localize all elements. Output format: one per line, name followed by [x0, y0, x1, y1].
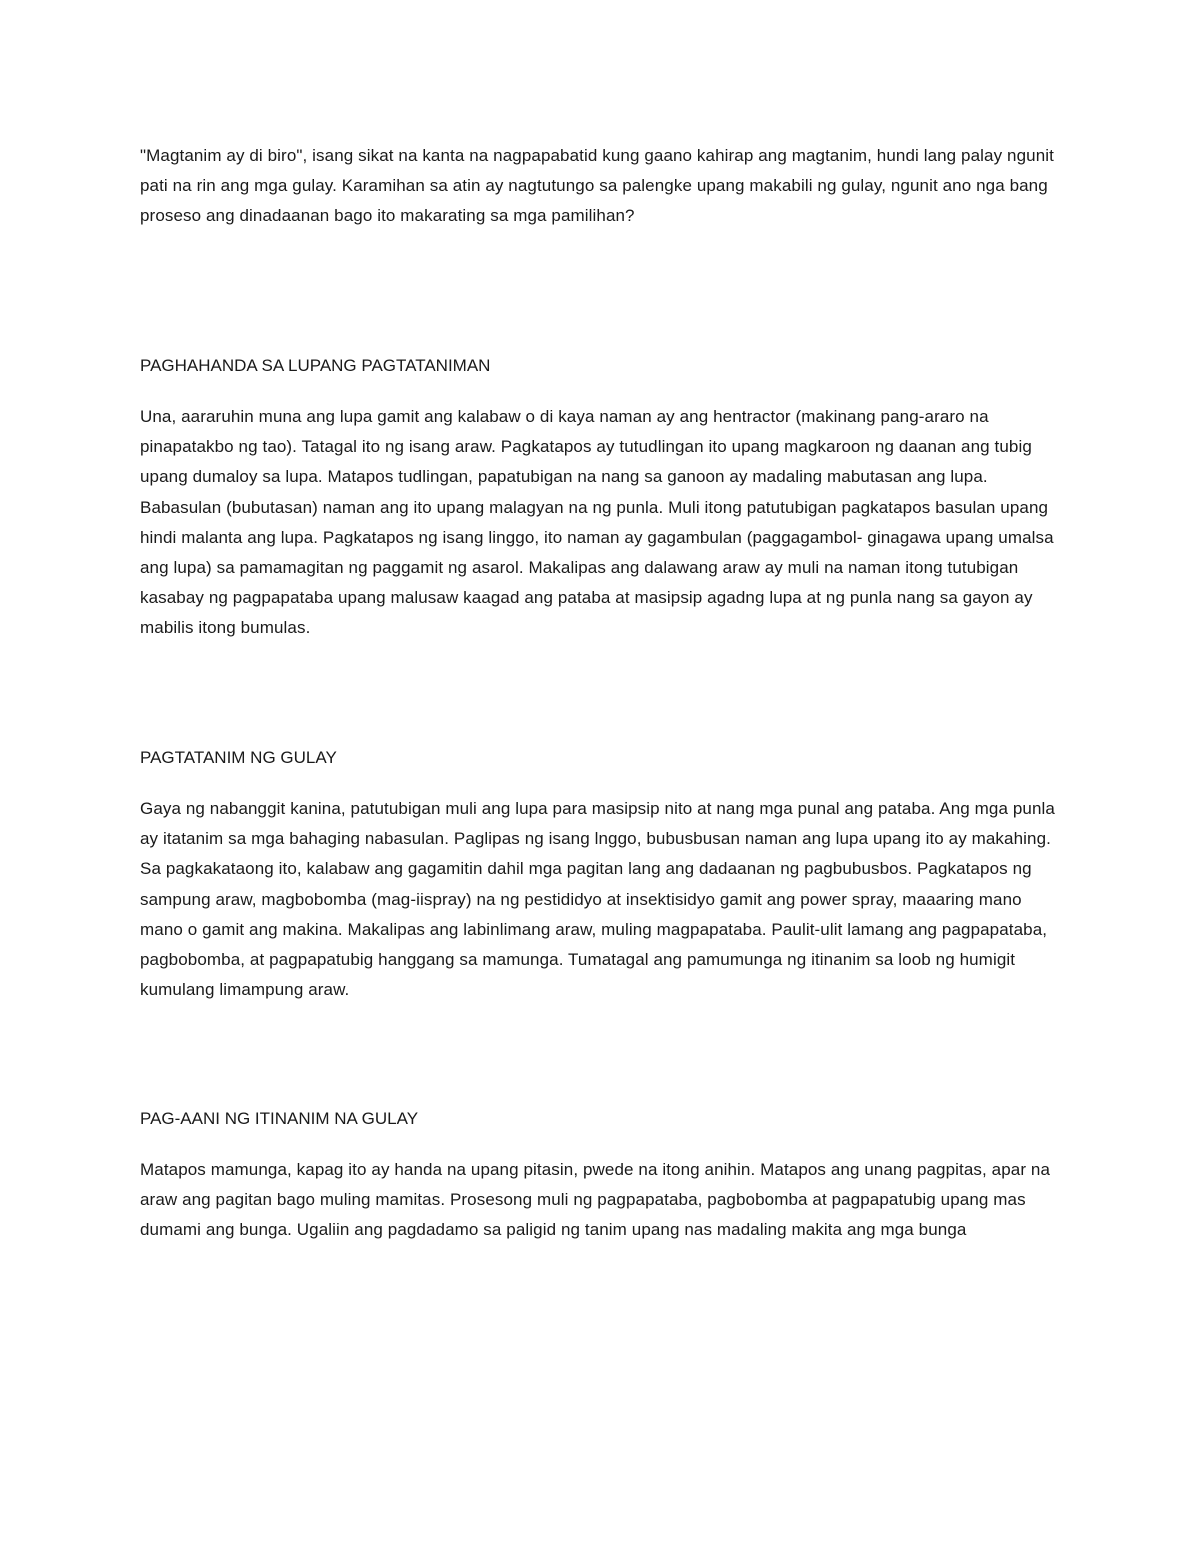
section-heading-pagtatanim: PAGTATANIM NG GULAY	[140, 748, 337, 767]
section-body-paghahanda: Una, aararuhin muna ang lupa gamit ang kalabaw o di kaya naman ay ang hentractor (makinang pang-araro na pinapatakbo ng tao). Tatagal ito ng isang araw. Pagkatapos ay tutudlingan ito upang magkaroon ng daanan ang tubig upang dumaloy sa lupa. Matapos tudlingan, papatubigan na nang sa ganoon ay madaling mabutasan ang lupa. Babasulan (bubutasan) naman ang ito upang malagyan na ng punla. Muli itong patutubigan pagkatapos basulan upang hindi malanta ang lupa. Pagkatapos ng isang linggo, ito naman ay gagambulan (paggagambol- ginagawa upang umalsa ang lupa) sa pamamagitan ng paggamit ng asarol. Makalipas ang dalawang araw ay muli na naman itong tutubigan kasabay ng pagpapataba upang malusaw kaagad ang pataba at masipsip agadng lupa at ng punla nang sa gayon ay mabilis itong bumulas.	[140, 407, 1054, 638]
section-body-pagtatanim: Gaya ng nabanggit kanina, patutubigan muli ang lupa para masipsip nito at nang mga punal ang pataba. Ang mga punla ay itatanim sa mga bahaging nabasulan. Paglipas ng isang lnggo, bubusbusan naman ang lupa upang ito ay makahing. Sa pagkakataong ito, kalabaw ang gagamitin dahil mga pagitan lang ang dadaanan ng pagbubusbos. Pagkatapos ng sampung araw, magbobomba (mag-iispray) na ng pestididyo at insektisidyo gamit ang power spray, maaaring mano mano o gamit ang makina. Makalipas ang labinlimang araw, muling magpapataba. Paulit-ulit lamang ang pagpapataba, pagbobomba, at pagpapatubig hanggang sa mamunga. Tumatagal ang pamumunga ng itinanim sa loob ng humigit kumulang limampung araw.	[140, 799, 1055, 1000]
section-heading-paghahanda: PAGHAHANDA SA LUPANG PAGTATANIMAN	[140, 356, 491, 375]
intro-paragraph: "Magtanim ay di biro", isang sikat na kanta na nagpapabatid kung gaano kahirap ang magtanim, hundi lang palay ngunit pati na rin ang mga gulay. Karamihan sa atin ay nagtutungo sa palengke upang makabili ng gulay, ngunit ano nga bang proseso ang dinadaanan bago ito makarating sa mga pamilihan?	[140, 146, 1054, 226]
section-heading-pag-aani: PAG-AANI NG ITINANIM NA GULAY	[140, 1109, 419, 1128]
section-body-pag-aani: Matapos mamunga, kapag ito ay handa na upang pitasin, pwede na itong anihin. Matapos ang unang pagpitas, apar na araw ang pagitan bago muling mamitas. Prosesong muli ng pagpapataba, pagbobomba at pagpapatubig upang mas dumami ang bunga. Ugaliin ang pagdadamo sa paligid ng tanim upang nas madaling makita ang mga bunga	[140, 1160, 1051, 1240]
